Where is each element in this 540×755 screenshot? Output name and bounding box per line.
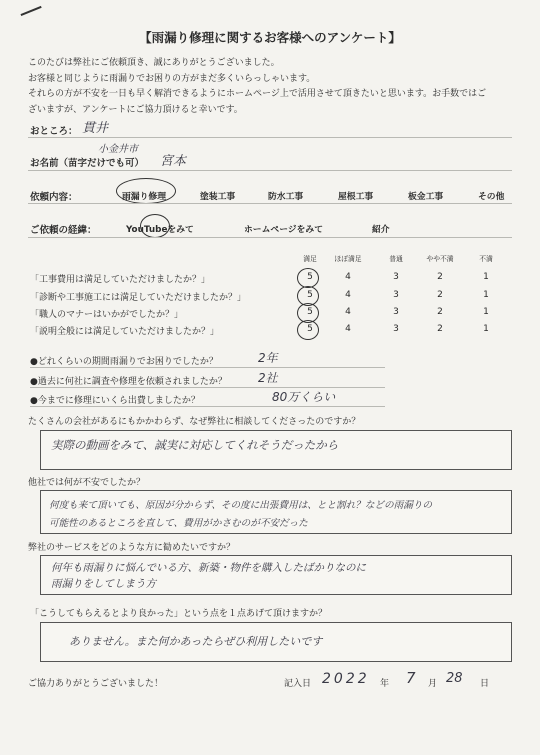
previous-companies-question: ●過去に何社に調査や修理を依頼されましたか？: [30, 377, 227, 387]
route-option-homepage[interactable]: ホームページをみて: [244, 225, 323, 235]
thanks-text: ご協力ありがとうございました！: [28, 679, 164, 689]
address-value[interactable]: 貫井: [82, 121, 109, 136]
satisfaction-question: 「工事費用は満足していただけましたか？」: [30, 275, 211, 285]
name-label: お名前（苗字だけでも可）: [30, 158, 145, 169]
score-2[interactable]: 2: [437, 290, 443, 300]
pen-mark: [21, 6, 42, 16]
intro-line: ざいますが、アンケートにご協力頂けると幸いです。: [28, 104, 243, 115]
recommend-answer-line: 雨漏りをしてしまう方: [51, 578, 156, 590]
intro-line: それらの方が不安を一日も早く解消できるようにホームページ上で活用させて頂きたいと思います。お手数ではご: [28, 89, 487, 99]
address-label: おところ：: [30, 126, 78, 137]
intro-line: このたびは弊社にご依頼頂き、誠にありがとうございました。: [28, 58, 280, 68]
score-5[interactable]: 5: [307, 272, 313, 282]
date-day-unit: 日: [480, 679, 490, 689]
header-mostly-satisfied: ほぼ満足: [334, 255, 362, 263]
worry-answer-line: 何度も来て頂いても、原因が分からず、その度に出張費用は、とと割れ？などの雨漏りの: [49, 500, 432, 511]
date-day[interactable]: 28: [446, 671, 463, 686]
answer-line: [30, 367, 385, 368]
improve-question: 「こうしてもらえるとより良かった」という点を１点あげて頂けますか？: [30, 609, 328, 619]
request-option-painting[interactable]: 塗装工事: [200, 192, 236, 202]
satisfaction-question: 「診断や工事施工には満足していただけましたか？」: [30, 293, 247, 303]
duration-answer[interactable]: 2年: [258, 351, 278, 365]
score-1[interactable]: 1: [483, 324, 489, 334]
satisfaction-question: 「職人のマナーはいかがでしたか？」: [30, 310, 184, 320]
score-5[interactable]: 5: [307, 324, 313, 334]
request-option-leak-repair[interactable]: 雨漏り修理: [122, 192, 166, 202]
header-neutral: 普通: [389, 255, 403, 263]
score-1[interactable]: 1: [483, 307, 489, 317]
selection-circle: [140, 214, 170, 238]
intro-text: [28, 56, 528, 118]
score-1[interactable]: 1: [483, 290, 489, 300]
recommend-question: 弊社のサービスをどのような方に勧めたいですか？: [28, 543, 236, 553]
score-5[interactable]: 5: [307, 290, 313, 300]
header-satisfied: 満足: [303, 255, 317, 263]
score-3[interactable]: 3: [393, 307, 399, 317]
improve-answer: ありません。また何かあったらぜひ利用したいです: [69, 635, 323, 648]
name-value[interactable]: 宮本: [160, 154, 187, 169]
date-year-unit: 年: [380, 679, 390, 689]
selection-circle: [116, 178, 176, 204]
score-2[interactable]: 2: [437, 272, 443, 282]
answer-line: [30, 406, 385, 407]
previous-companies-answer[interactable]: 2社: [258, 371, 278, 385]
page-title: 【雨漏り修理に関するお客様へのアンケート】: [139, 30, 401, 45]
score-4[interactable]: 4: [345, 324, 351, 334]
request-line: [28, 203, 512, 204]
date-month-unit: 月: [428, 679, 438, 689]
score-3[interactable]: 3: [393, 324, 399, 334]
address-city-note[interactable]: 小金井市: [98, 144, 138, 155]
name-line: [28, 170, 512, 171]
cost-question: ●今までに修理にいくら出費しましたか？: [30, 396, 200, 406]
score-3[interactable]: 3: [393, 272, 399, 282]
score-5[interactable]: 5: [307, 307, 313, 317]
route-option-referral[interactable]: 紹介: [372, 225, 390, 235]
request-option-waterproof[interactable]: 防水工事: [268, 192, 304, 202]
date-label: 記入日: [284, 679, 312, 689]
request-label: 依頼内容：: [30, 192, 78, 203]
header-unsatisfied: 不満: [479, 255, 493, 263]
request-option-sheet-metal[interactable]: 板金工事: [408, 192, 444, 202]
worry-question: 他社では何が不安でしたか？: [28, 478, 146, 488]
header-somewhat-unsatisfied: やや不満: [426, 255, 454, 263]
reason-answer: 実際の動画をみて、誠実に対応してくれそうだったから: [51, 438, 339, 452]
recommend-answer-box[interactable]: [40, 555, 512, 595]
intro-line: お客様と同じように雨漏りでお困りの方がまだ多くいらっしゃいます。: [28, 73, 316, 84]
address-line: [28, 137, 512, 138]
worry-answer-box[interactable]: [40, 490, 512, 534]
score-4[interactable]: 4: [345, 307, 351, 317]
reason-answer-box[interactable]: [40, 430, 512, 470]
reason-question: たくさんの会社があるにもかかわらず、なぜ弊社に相談してくださったのですか？: [28, 417, 361, 427]
request-option-other[interactable]: その他: [478, 192, 505, 202]
route-line: [28, 237, 512, 238]
score-3[interactable]: 3: [393, 290, 399, 300]
date-year[interactable]: 2022: [322, 671, 370, 687]
score-1[interactable]: 1: [483, 272, 489, 282]
duration-question: ●どれくらいの期間雨漏りでお困りでしたか？: [30, 357, 218, 367]
score-2[interactable]: 2: [437, 307, 443, 317]
score-4[interactable]: 4: [345, 272, 351, 282]
request-option-roof[interactable]: 屋根工事: [338, 192, 374, 202]
worry-answer-line: 可能性のあるところを直して、費用がかさむのが不安だった: [49, 518, 308, 529]
recommend-answer-line: 何年も雨漏りに悩んでいる方、新築・物件を購入したばかりなのに: [51, 562, 366, 574]
date-month[interactable]: 7: [406, 669, 416, 687]
score-2[interactable]: 2: [437, 324, 443, 334]
cost-answer[interactable]: 80万くらい: [272, 390, 336, 404]
route-label: ご依頼の経緯：: [30, 225, 97, 236]
score-4[interactable]: 4: [345, 290, 351, 300]
improve-answer-box[interactable]: [40, 622, 512, 662]
satisfaction-question: 「説明全般には満足していただけましたか？」: [30, 327, 220, 337]
route-option-youtube[interactable]: YouTubeをみて: [126, 225, 194, 235]
